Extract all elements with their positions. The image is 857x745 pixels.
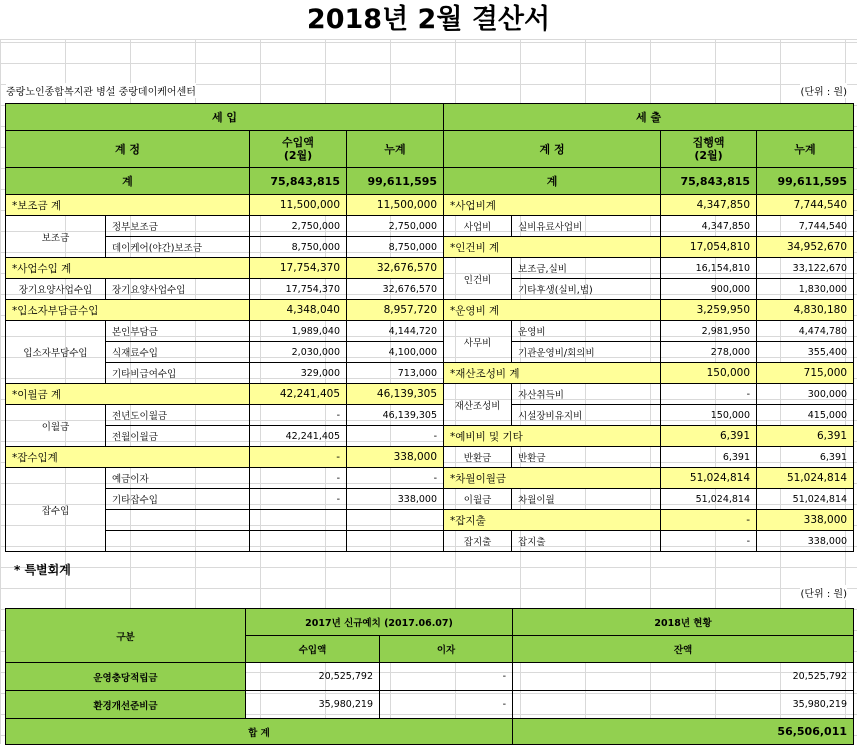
amount-cell: 51,024,814 — [661, 489, 757, 510]
amount-cell: 900,000 — [661, 279, 757, 300]
special-2017-header: 2017년 신규예치 (2017.06.07) — [246, 609, 513, 636]
amount-cell: 4,348,040 — [250, 300, 347, 321]
income-group-label: 장기요양사업수입 — [6, 279, 106, 300]
amount-cell: 2,750,000 — [250, 216, 347, 237]
expense-total-label: 계 — [444, 168, 661, 195]
table-row — [6, 195, 854, 216]
special-income-header: 수입액 — [246, 636, 380, 663]
cumulative-cell: 4,144,720 — [347, 321, 444, 342]
cumulative-cell: 713,000 — [347, 363, 444, 384]
cumulative-cell: 51,024,814 — [757, 468, 854, 489]
table-row — [6, 279, 854, 300]
special-title: * 특별회계 — [14, 563, 71, 577]
amount-cell: 329,000 — [250, 363, 347, 384]
amount-cell: 278,000 — [661, 342, 757, 363]
expense-item-label: 기타후생(실비,법) — [512, 279, 661, 300]
special-row-interest: - — [380, 691, 513, 719]
expense-item-label: 운영비 — [512, 321, 661, 342]
amount-cell: 42,241,405 — [250, 426, 347, 447]
expense-category-total: *사업비계 — [444, 195, 661, 216]
table-row — [6, 363, 854, 384]
cumulative-cell — [347, 531, 444, 552]
table-row — [6, 384, 854, 405]
cumulative-cell: 338,000 — [757, 531, 854, 552]
special-row-income: 20,525,792 — [246, 663, 380, 691]
special-balance-header: 잔액 — [513, 636, 854, 663]
expense-item-label: 차월이월 — [512, 489, 661, 510]
special-row-balance: 35,980,219 — [513, 691, 854, 719]
cumulative-cell: - — [347, 468, 444, 489]
amount-cell: 150,000 — [661, 405, 757, 426]
expense-item-label: 잡지출 — [512, 531, 661, 552]
cumulative-cell: 46,139,305 — [347, 405, 444, 426]
special-gubun-header: 구분 — [6, 609, 246, 663]
income-header: 세 입 — [6, 104, 444, 131]
income-item-label: 전월이월금 — [106, 426, 250, 447]
cumulative-cell: 32,676,570 — [347, 279, 444, 300]
table-row — [6, 321, 854, 342]
expense-total-cum: 99,611,595 — [757, 168, 854, 195]
special-total-label: 합 계 — [6, 719, 513, 745]
income-item-label: 정부보조금 — [106, 216, 250, 237]
amount-cell: 16,154,810 — [661, 258, 757, 279]
amount-cell: - — [250, 468, 347, 489]
income-item-label: 장기요양사업수입 — [106, 279, 250, 300]
expense-group-label: 반환금 — [444, 447, 512, 468]
income-category-total: *잡수입계 — [6, 447, 250, 468]
expense-category-total: *잡지출 — [444, 510, 661, 531]
income-total-cum: 99,611,595 — [347, 168, 444, 195]
expense-group-label: 이월금 — [444, 489, 512, 510]
cumulative-cell: 8,750,000 — [347, 237, 444, 258]
expense-item-label: 기관운영비/회의비 — [512, 342, 661, 363]
cumulative-cell: 6,391 — [757, 447, 854, 468]
cumulative-cell: 51,024,814 — [757, 489, 854, 510]
special-row-name: 환경개선준비금 — [6, 691, 246, 719]
amount-cell: - — [250, 405, 347, 426]
income-cum-header: 누계 — [347, 131, 444, 168]
special-row-name: 운영충당적립금 — [6, 663, 246, 691]
expense-item-label: 자산취득비 — [512, 384, 661, 405]
amount-cell: 150,000 — [661, 363, 757, 384]
cumulative-cell: 2,750,000 — [347, 216, 444, 237]
income-item-label: 기타잡수입 — [106, 489, 250, 510]
special-total: 56,506,011 — [513, 719, 854, 745]
org-name: 중랑노인종합복지관 병설 중랑데이케어센터 — [6, 83, 196, 98]
cumulative-cell: 7,744,540 — [757, 216, 854, 237]
expense-cum-header: 누계 — [757, 131, 854, 168]
expense-category-total: *인건비 계 — [444, 237, 661, 258]
amount-cell: 2,981,950 — [661, 321, 757, 342]
expense-group-label: 사무비 — [444, 321, 512, 363]
expense-category-total: *예비비 및 기타 — [444, 426, 661, 447]
amount-cell: 3,259,950 — [661, 300, 757, 321]
expense-item-label: 실비유료사업비 — [512, 216, 661, 237]
cumulative-cell: 33,122,670 — [757, 258, 854, 279]
income-group-label: 이월금 — [6, 405, 106, 447]
cumulative-cell: - — [347, 426, 444, 447]
cumulative-cell: 46,139,305 — [347, 384, 444, 405]
amount-cell: 17,754,370 — [250, 279, 347, 300]
cumulative-cell: 4,100,000 — [347, 342, 444, 363]
cumulative-cell: 355,400 — [757, 342, 854, 363]
amount-cell: 1,989,040 — [250, 321, 347, 342]
special-row-balance: 20,525,792 — [513, 663, 854, 691]
table-row — [6, 426, 854, 447]
expense-item-label: 반환금 — [512, 447, 661, 468]
income-item-label: 전년도이월금 — [106, 405, 250, 426]
amount-cell: - — [250, 447, 347, 468]
income-total-label: 계 — [6, 168, 250, 195]
amount-cell: - — [661, 384, 757, 405]
expense-total: 75,843,815 — [661, 168, 757, 195]
cumulative-cell: 7,744,540 — [757, 195, 854, 216]
cumulative-cell: 338,000 — [347, 447, 444, 468]
expense-group-label: 잡지출 — [444, 531, 512, 552]
expense-amount-header: 집행액 (2월) — [661, 131, 757, 168]
amount-cell: 4,347,850 — [661, 195, 757, 216]
cumulative-cell: 34,952,670 — [757, 237, 854, 258]
special-row-interest: - — [380, 663, 513, 691]
table-row — [6, 258, 854, 279]
amount-cell: - — [250, 489, 347, 510]
income-category-total: *이월금 계 — [6, 384, 250, 405]
expense-account-header: 계 정 — [444, 131, 661, 168]
income-item-label: 기타비급여수입 — [106, 363, 250, 384]
expense-category-total: *차월이월금 — [444, 468, 661, 489]
income-category-total: *보조금 계 — [6, 195, 250, 216]
cumulative-cell: 6,391 — [757, 426, 854, 447]
income-group-label: 입소자부담수입 — [6, 321, 106, 384]
table-row — [6, 237, 854, 258]
amount-cell: 17,054,810 — [661, 237, 757, 258]
cumulative-cell — [347, 510, 444, 531]
cumulative-cell: 338,000 — [757, 510, 854, 531]
amount-cell: 42,241,405 — [250, 384, 347, 405]
amount-cell: 17,754,370 — [250, 258, 347, 279]
amount-cell — [250, 510, 347, 531]
table-row — [6, 510, 854, 531]
expense-item-label: 시설장비유지비 — [512, 405, 661, 426]
income-total: 75,843,815 — [250, 168, 347, 195]
amount-cell: 6,391 — [661, 447, 757, 468]
amount-cell: - — [661, 531, 757, 552]
table-row — [6, 531, 854, 552]
income-item-label: 본인부담금 — [106, 321, 250, 342]
amount-cell: 6,391 — [661, 426, 757, 447]
table-row — [6, 447, 854, 468]
special-row-income: 35,980,219 — [246, 691, 380, 719]
cumulative-cell: 4,474,780 — [757, 321, 854, 342]
table-row — [6, 216, 854, 237]
special-table — [5, 608, 854, 745]
cumulative-cell: 338,000 — [347, 489, 444, 510]
amount-cell: - — [661, 510, 757, 531]
budget-table — [5, 103, 854, 552]
income-item-label — [106, 531, 250, 552]
table-row — [6, 489, 854, 510]
special-interest-header: 이자 — [380, 636, 513, 663]
amount-cell: 11,500,000 — [250, 195, 347, 216]
cumulative-cell: 32,676,570 — [347, 258, 444, 279]
income-amount-header: 수입액 (2월) — [250, 131, 347, 168]
income-group-label: 보조금 — [6, 216, 106, 258]
cumulative-cell: 415,000 — [757, 405, 854, 426]
income-category-total: *입소자부담금수입 — [6, 300, 250, 321]
expense-group-label: 인건비 — [444, 258, 512, 300]
expense-category-total: *운영비 계 — [444, 300, 661, 321]
amount-cell: 4,347,850 — [661, 216, 757, 237]
income-category-total: *사업수입 계 — [6, 258, 250, 279]
cumulative-cell: 715,000 — [757, 363, 854, 384]
amount-cell: 8,750,000 — [250, 237, 347, 258]
amount-cell: 2,030,000 — [250, 342, 347, 363]
expense-header: 세 출 — [444, 104, 854, 131]
expense-group-label: 사업비 — [444, 216, 512, 237]
special-2018-header: 2018년 현황 — [513, 609, 854, 636]
cumulative-cell: 300,000 — [757, 384, 854, 405]
special-unit: (단위 : 원) — [800, 585, 847, 600]
income-account-header: 계 정 — [6, 131, 250, 168]
table-row — [6, 468, 854, 489]
income-group-label: 잡수입 — [6, 468, 106, 552]
cumulative-cell: 11,500,000 — [347, 195, 444, 216]
table-row — [6, 342, 854, 363]
income-item-label: 식재료수입 — [106, 342, 250, 363]
income-item-label: 데이케어(야간)보조금 — [106, 237, 250, 258]
page-title: 2018년 2월 결산서 — [0, 0, 857, 40]
income-item-label — [106, 510, 250, 531]
expense-category-total: *재산조성비 계 — [444, 363, 661, 384]
expense-item-label: 보조금,실비 — [512, 258, 661, 279]
cumulative-cell: 1,830,000 — [757, 279, 854, 300]
expense-group-label: 재산조성비 — [444, 384, 512, 426]
income-item-label: 예금이자 — [106, 468, 250, 489]
cumulative-cell: 8,957,720 — [347, 300, 444, 321]
amount-cell — [250, 531, 347, 552]
table-row — [6, 405, 854, 426]
cumulative-cell: 4,830,180 — [757, 300, 854, 321]
unit-label: (단위 : 원) — [800, 83, 847, 98]
amount-cell: 51,024,814 — [661, 468, 757, 489]
table-row — [6, 300, 854, 321]
